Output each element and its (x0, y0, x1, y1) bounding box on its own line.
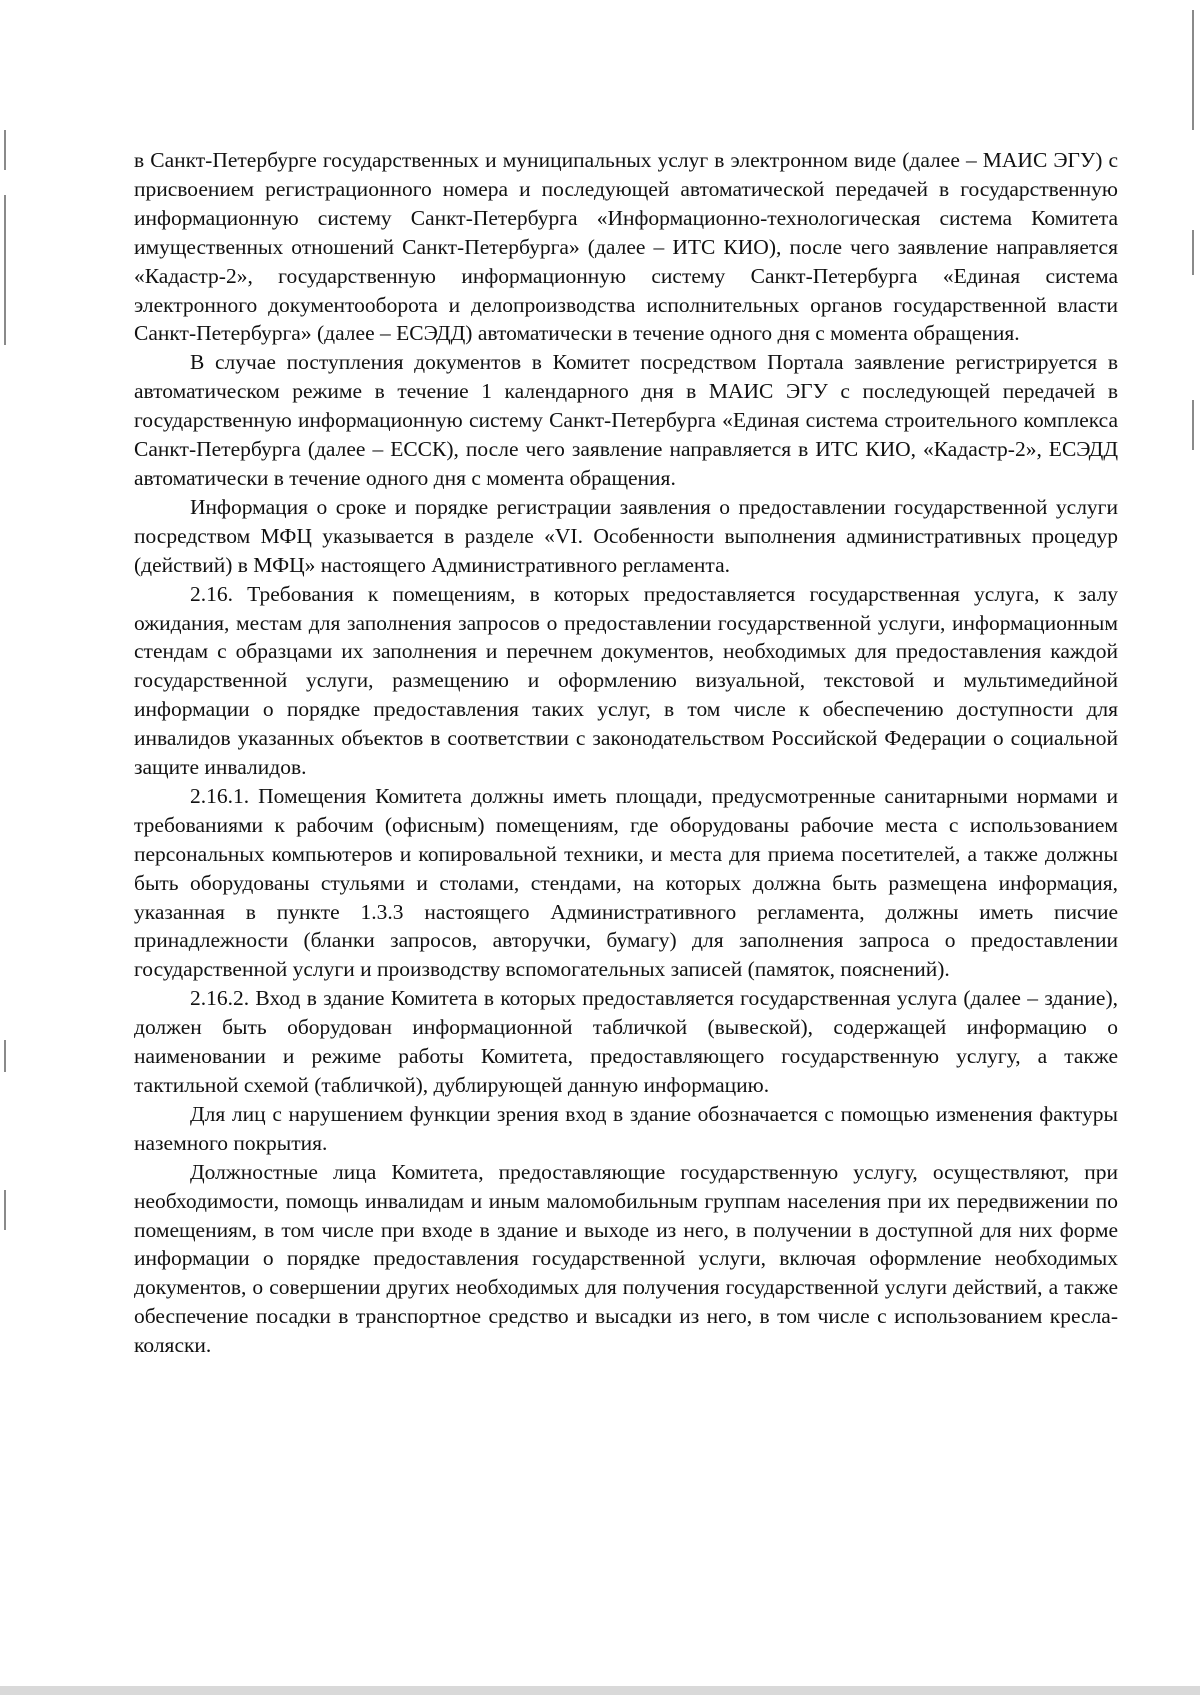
paragraph-2-16: 2.16. Требования к помещениям, в которых предоставляется государственная услуга, к залу ожидания, местам для заполнения запросов о предоставлении государственной услуги, информационным стендам с образцами их заполнения и перечнем документов, необходимых для предоставления каждой государственной услуги, размещению и оформлению визуальной, текстовой и мультимедийной информации о порядке предоставления таких услуг, в том числе к обеспечению доступности для инвалидов указанных объектов в соответствии с законодательством Российской Федерации о социальной защите инвалидов. (134, 581, 1118, 780)
scan-mark-left-2 (4, 195, 6, 345)
scan-mark-left-4 (4, 1190, 6, 1230)
paragraph-2-16-1: 2.16.1. Помещения Комитета должны иметь площади, предусмотренные санитарными нормами и требованиями к рабочим (офисным) помещениям, где оборудованы рабочие места с использованием персональных компьютеров и копировальной техники, и места для приема посетителей, а также должны быть оборудованы стульями и столами, стендами, на которых должна быть размещена информация, указанная в пункте 1.3.3 настоящего Административного регламента, должны иметь писчие принадлежности (бланки запросов, авторучки, бумагу) для заполнения запроса о предоставлении государственной услуги и производству вспомогательных записей (памяток, пояснений). (134, 783, 1118, 982)
paragraph-portal-registration: В случае поступления документов в Комитет посредством Портала заявление регистрируется в автоматическом режиме в течение 1 календарного дня в МАИС ЭГУ с последующей передачей в государственную информационную систему Санкт-Петербурга «Единая система строительного комплекса Санкт-Петербурга (далее – ЕССК), после чего заявление направляется в ИТС КИО, «Кадастр-2», ЕСЭДД автоматически в течение одного дня с момента обращения. (134, 350, 1118, 490)
paragraph-2-16-2: 2.16.2. Вход в здание Комитета в которых предоставляется государственная услуга (далее – здание), должен быть оборудован информационной табличкой (вывеской), содержащей информацию о наименовании и режиме работы Комитета, предоставляющего государственную услугу, а также тактильной схемой (табличкой), дублирующей данную информацию. (134, 986, 1118, 1097)
scan-mark-right-1 (1192, 10, 1194, 130)
scan-mark-left-1 (4, 130, 6, 170)
scan-bottom-edge (0, 1686, 1200, 1695)
scan-mark-left-3 (4, 1040, 6, 1072)
scan-mark-right-2 (1192, 230, 1194, 275)
document-body (134, 146, 1118, 1360)
scan-mark-right-3 (1192, 400, 1194, 450)
paragraph-continuation: в Санкт-Петербурге государственных и муниципальных услуг в электронном виде (далее – МАИС ЭГУ) с присвоением регистрационного номера и последующей автоматической передачей в государственную информационную систему Санкт-Петербурга «Информационно-технологическая система Комитета имущественных отношений Санкт-Петербурга» (далее – ИТС КИО), после чего заявление направляется «Кадастр-2», государственную информационную систему Санкт-Петербурга «Единая система электронного документооборота и делопроизводства исполнительных органов государственной власти Санкт-Петербурга» (далее – ЕСЭДД) автоматически в течение одного дня с момента обращения. (134, 148, 1118, 346)
paragraph-officials-assistance: Должностные лица Комитета, предоставляющие государственную услугу, осуществляют, при необходимости, помощь инвалидам и иным маломобильным группам населения при их передвижении по помещениям, в том числе при входе в здание и выходе из него, в получении в доступной для них форме информации о порядке предоставления государственной услуги, включая оформление необходимых документов, о совершении других необходимых для получения государственной услуги действий, а также обеспечение посадки в транспортное средство и высадки из него, в том числе с использованием кресла-коляски. (134, 1159, 1118, 1358)
paragraph-mfc-registration: Информация о сроке и порядке регистрации заявления о предоставлении государственной услуги посредством МФЦ указывается в разделе «VI. Особенности выполнения административных процедур (действий) в МФЦ» настоящего Административного регламента. (134, 494, 1118, 577)
paragraph-vision-impaired: Для лиц с нарушением функции зрения вход в здание обозначается с помощью изменения фактуры наземного покрытия. (134, 1101, 1118, 1155)
